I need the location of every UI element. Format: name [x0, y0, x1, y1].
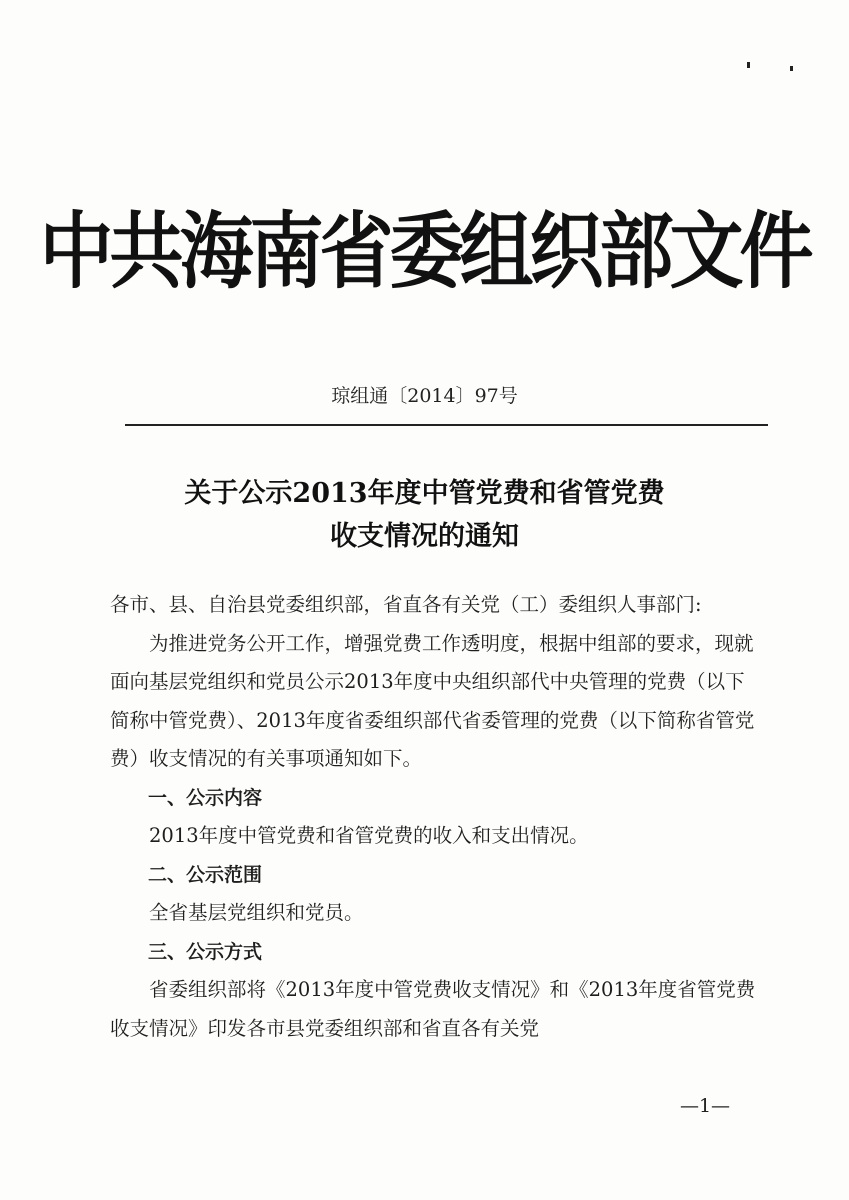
- section-heading-content: 一、公示内容: [148, 786, 263, 809]
- document-body: [110, 586, 760, 1048]
- section-text-content: 2013年度中管党费和省管党费的收入和支出情况。: [149, 824, 589, 847]
- section-heading-method: 三、公示方式: [148, 940, 263, 963]
- section-text-scope: 全省基层党组织和党员。: [149, 901, 364, 924]
- scan-speck: [747, 62, 750, 68]
- page-number: —1—: [679, 1095, 731, 1117]
- section-text-method: 省委组织部将《2013年度中管党费收支情况》和《2013年度省管党费收支情况》印发各市县党委组织部和省直各有关党: [110, 978, 756, 1040]
- document-title: [0, 472, 849, 558]
- intro-paragraph: 为推进党务公开工作，增强党费工作透明度，根据中组部的要求，现就面向基层党组织和党员公示2013年度中央组织部代中央管理的党费（以下简称中管党费）、2013年度省委组织部代省委管理的党费（以下简称省管党费）收支情况的有关事项通知如下。: [110, 631, 755, 770]
- document-number: 琼组通〔2014〕97号: [331, 385, 518, 407]
- title-line-1: 关于公示2013年度中管党费和省管党费: [184, 478, 665, 509]
- scan-speck: [790, 66, 793, 71]
- issuer-header: 中共海南省委组织部文件: [39, 203, 810, 301]
- title-line-2: 收支情况的通知: [330, 521, 519, 552]
- header-divider: [125, 424, 768, 426]
- addressee: 各市、县、自治县党委组织部，省直各有关党（工）委组织人事部门:: [110, 593, 702, 616]
- section-heading-scope: 二、公示范围: [148, 863, 263, 886]
